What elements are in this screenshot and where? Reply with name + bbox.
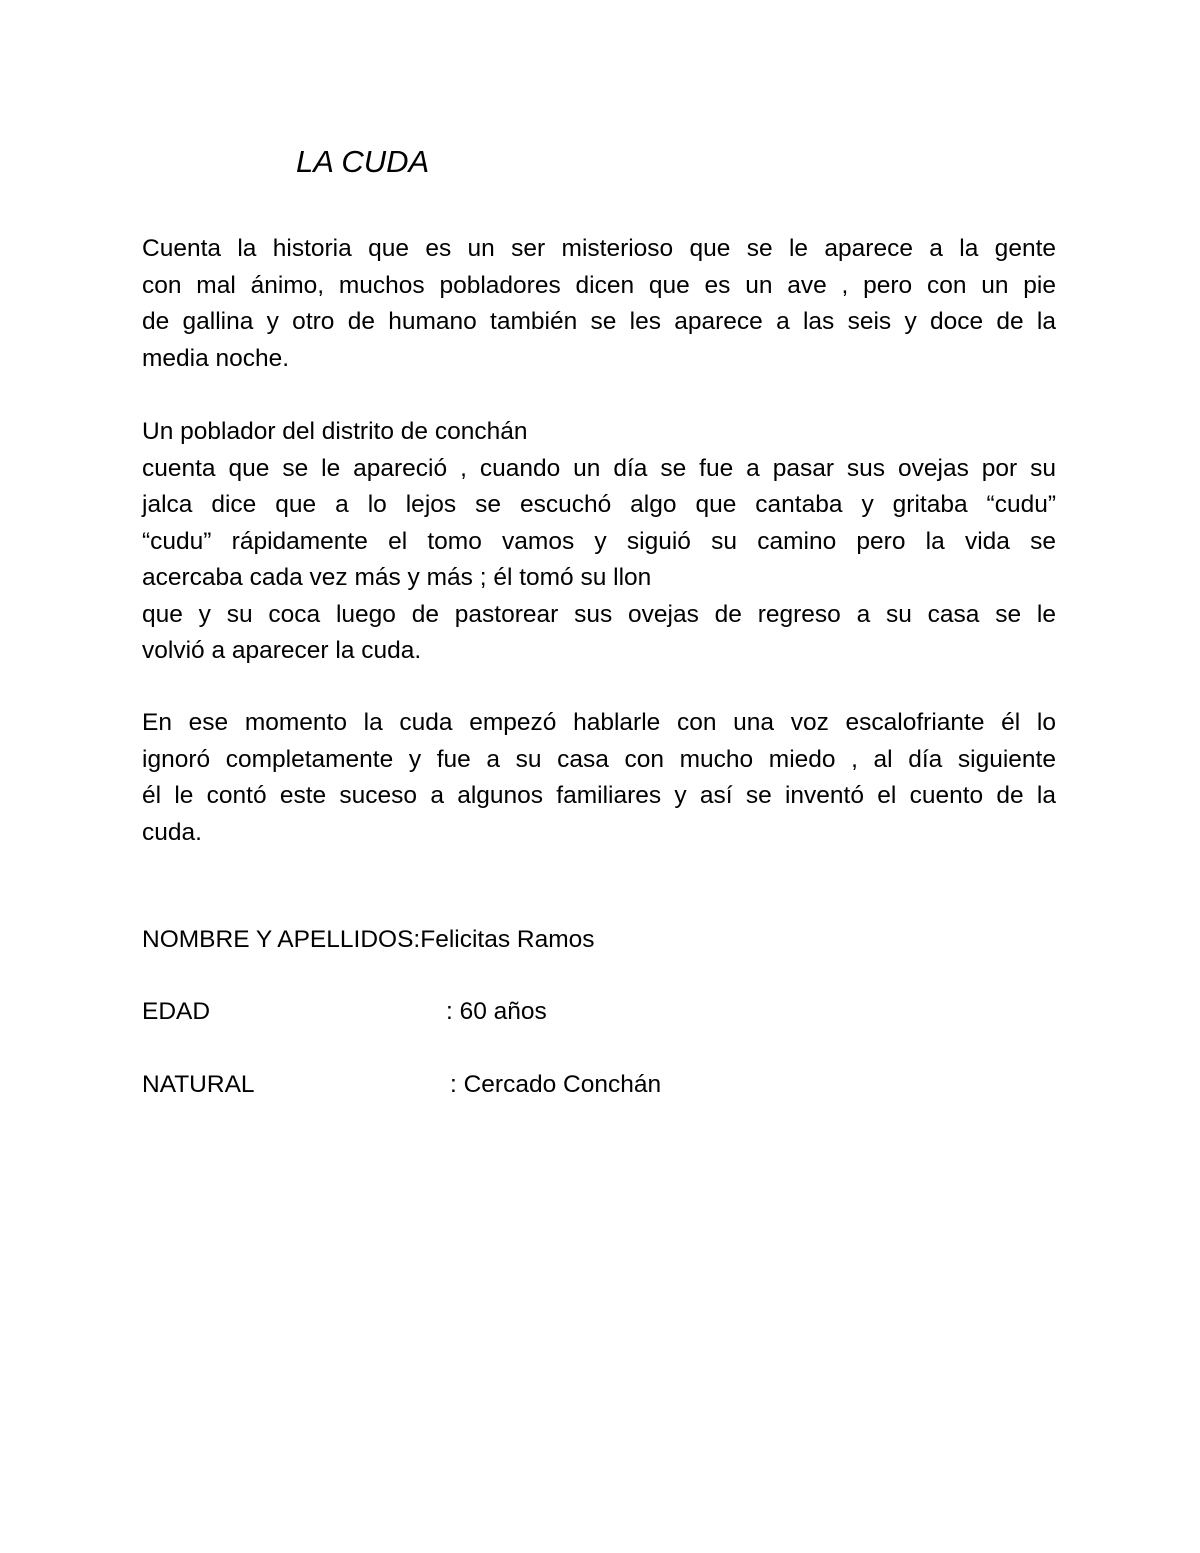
field-natural-value: : Cercado Conchán <box>450 1071 662 1098</box>
paragraph-3-line-2: ignoró completamente y fue a su casa con mucho miedo , al día siguiente <box>142 745 1056 773</box>
paragraph-2-line-2: cuenta que se le apareció , cuando un día se fue a pasar sus ovejas por su <box>142 454 1056 482</box>
paragraph-1-line-3: de gallina y otro de humano también se les aparece a las seis y doce de la <box>142 308 1056 335</box>
field-natural-label: NATURAL <box>142 1071 255 1098</box>
paragraph-1-line-4: media noche. <box>142 344 290 372</box>
paragraph-3-line-3: él le contó este suceso a algunos familiares y así se inventó el cuento de la <box>142 782 1056 809</box>
paragraph-1-line-1: Cuenta la historia que es un ser misterioso que se le aparece a la gente <box>142 235 1056 262</box>
paragraph-2-line-6: que y su coca luego de pastorear sus ovejas de regreso a su casa se le <box>142 600 1056 628</box>
paragraph-3-line-4: cuda. <box>142 818 202 846</box>
field-edad-value: : 60 años <box>446 998 547 1025</box>
field-edad <box>142 994 547 1030</box>
paragraph-3 <box>142 705 1056 851</box>
paragraph-1 <box>142 231 1056 377</box>
paragraph-3-line-1: En ese momento la cuda empezó hablarle con una voz escalofriante él lo <box>142 709 1056 736</box>
field-nombre-value: Felicitas Ramos <box>420 926 595 953</box>
field-nombre <box>142 922 595 958</box>
field-nombre-label: NOMBRE Y APELLIDOS: <box>142 926 421 953</box>
paragraph-1-line-2: con mal ánimo, muchos pobladores dicen que es un ave , pero con un pie <box>142 271 1056 299</box>
paragraph-2-line-7: volvió a aparecer la cuda. <box>142 637 422 664</box>
field-natural <box>142 1067 662 1103</box>
document-title: LA CUDA <box>296 144 430 179</box>
paragraph-2-line-4: “cudu” rápidamente el tomo vamos y siguió su camino pero la vida se <box>142 527 1056 555</box>
paragraph-2 <box>142 414 1056 670</box>
field-edad-label: EDAD <box>142 998 211 1025</box>
paragraph-2-line-1: Un poblador del distrito de conchán <box>142 418 528 445</box>
paragraph-2-line-5: acercaba cada vez más y más ; él tomó su llon <box>142 564 652 591</box>
paragraph-2-line-3: jalca dice que a lo lejos se escuchó algo que cantaba y gritaba “cudu” <box>142 491 1056 518</box>
